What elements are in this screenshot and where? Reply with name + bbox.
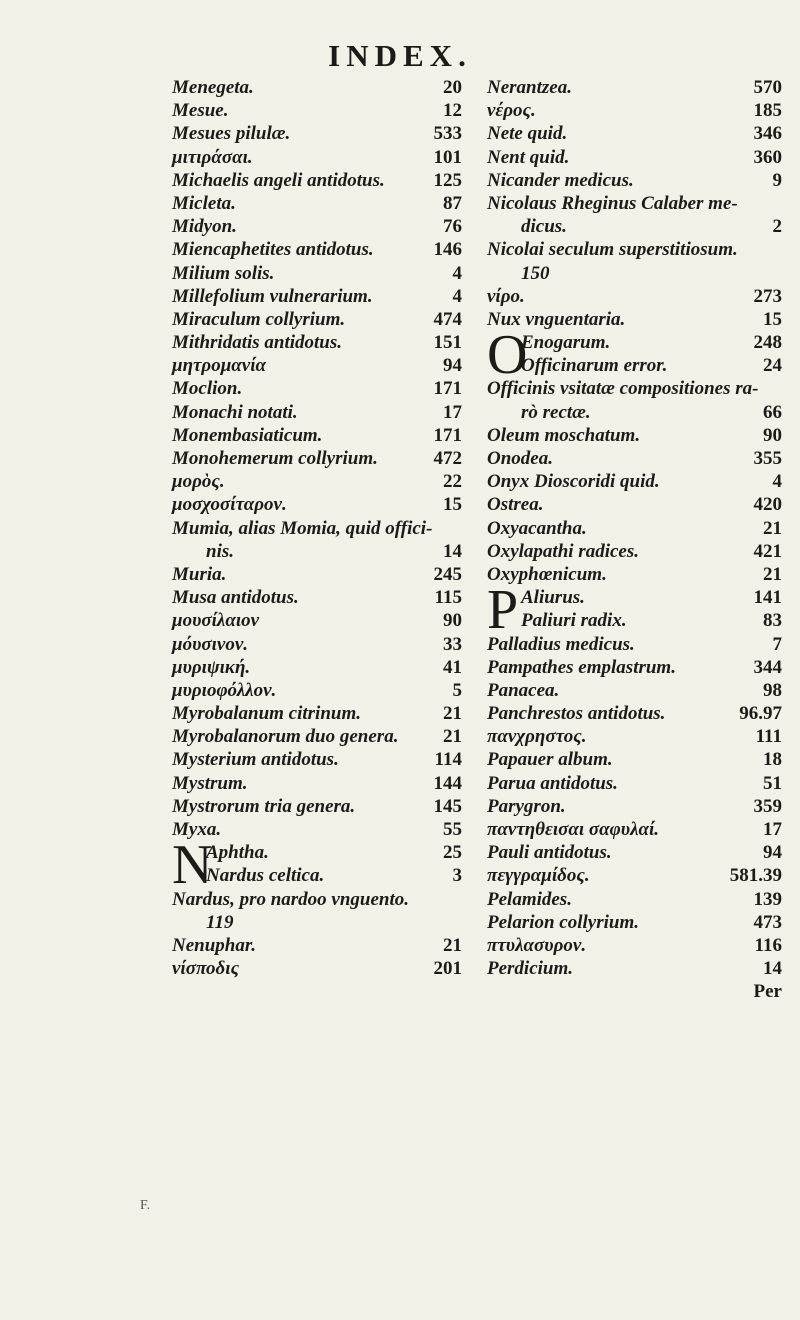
- entry-page-number: 14: [763, 958, 782, 980]
- entry-page-number: Per: [753, 981, 782, 1003]
- entry-term: Miraculum collyrium.: [172, 308, 346, 330]
- index-entry: [172, 285, 462, 308]
- entry-term: rò rectæ.: [521, 401, 591, 423]
- entry-term: Ostrea.: [487, 494, 544, 516]
- index-entry: [487, 146, 782, 169]
- index-entry: [172, 656, 462, 679]
- index-entry: [487, 772, 782, 795]
- index-entry: [487, 354, 782, 377]
- index-entry: [487, 911, 782, 934]
- entry-term: Milium solis.: [172, 262, 275, 284]
- index-entry: [487, 702, 782, 725]
- entry-page-number: 141: [753, 587, 782, 609]
- entry-term: Moclion.: [172, 378, 243, 400]
- index-entry: [172, 517, 462, 540]
- index-entry: [487, 679, 782, 702]
- index-entry: [172, 818, 462, 841]
- entry-term: Myrobalanorum duo genera.: [172, 726, 399, 748]
- entry-page-number: 473: [753, 911, 782, 933]
- entry-page-number: 21: [763, 517, 782, 539]
- index-entry: [487, 609, 782, 632]
- index-entry: [487, 725, 782, 748]
- entry-page-number: 4: [772, 471, 782, 493]
- entry-term: Monembasiaticum.: [172, 424, 323, 446]
- entry-page-number: 51: [763, 772, 782, 794]
- entry-term: Oxylapathi radices.: [487, 540, 639, 562]
- entry-page-number: 90: [443, 610, 462, 632]
- entry-page-number: 115: [434, 587, 462, 609]
- entry-term: πεγγραμίδος.: [487, 865, 590, 887]
- index-entry: [487, 633, 782, 656]
- index-entry: [487, 238, 782, 261]
- entry-term: Nardus celtica.: [206, 865, 325, 887]
- index-entry: [487, 563, 782, 586]
- index-entry: [172, 122, 462, 145]
- entry-page-number: 33: [443, 633, 462, 655]
- drop-capital: O: [487, 324, 528, 387]
- entry-term: Parua antidotus.: [487, 772, 618, 794]
- entry-page-number: 2: [772, 216, 782, 238]
- entry-term: παντηθεισαι σαφυλαί.: [487, 819, 660, 840]
- signature-mark: F.: [140, 1198, 151, 1213]
- entry-term: Monachi notati.: [172, 401, 298, 423]
- entry-term: Onyx Dioscoridi quid.: [487, 471, 660, 493]
- index-entry: [172, 563, 462, 586]
- entry-term: Menegeta.: [172, 77, 254, 98]
- index-column-left: [172, 76, 462, 980]
- entry-page-number: 146: [433, 239, 462, 261]
- entry-term: Millefolium vulnerarium.: [172, 285, 373, 307]
- index-entry: [172, 424, 462, 447]
- entry-page-number: 248: [753, 332, 782, 354]
- entry-term: Pampathes emplastrum.: [487, 656, 676, 678]
- index-entry: [487, 656, 782, 679]
- index-entry: [487, 493, 782, 516]
- entry-term: Mysterium antidotus.: [172, 749, 339, 771]
- entry-term: 119: [206, 911, 234, 933]
- entry-term: nis.: [206, 540, 234, 562]
- entry-term: Onodea.: [487, 448, 553, 469]
- entry-page-number: 346: [753, 123, 782, 145]
- entry-page-number: 101: [433, 146, 462, 168]
- entry-page-number: 421: [753, 540, 782, 562]
- entry-term: Myxa.: [172, 819, 222, 840]
- entry-page-number: 420: [753, 494, 782, 516]
- entry-term: Papauer album.: [487, 749, 613, 771]
- entry-page-number: 20: [443, 77, 462, 98]
- index-entry: [487, 841, 782, 864]
- entry-page-number: 359: [753, 795, 782, 817]
- entry-page-number: 21: [443, 726, 462, 748]
- index-entry: [487, 215, 782, 238]
- entry-page-number: 570: [753, 77, 782, 98]
- index-entry: [172, 725, 462, 748]
- index-entry: [172, 957, 462, 980]
- entry-term: Oleum moschatum.: [487, 424, 641, 446]
- entry-page-number: 171: [433, 378, 462, 400]
- entry-page-number: 17: [443, 401, 462, 423]
- entry-page-number: 14: [443, 540, 462, 562]
- entry-page-number: 144: [433, 772, 462, 794]
- entry-term: Mesue.: [172, 100, 229, 122]
- index-entry: [487, 192, 782, 215]
- index-entry: [172, 76, 462, 99]
- entry-term: νέρος.: [487, 100, 536, 122]
- entry-term: πτυλασυρον.: [487, 934, 587, 956]
- entry-term: μοσχοσίταρον.: [172, 494, 287, 516]
- index-entry: [172, 934, 462, 957]
- entry-page-number: 41: [443, 656, 462, 678]
- entry-page-number: 116: [754, 934, 782, 956]
- entry-term: Myrobalanum citrinum.: [172, 703, 361, 725]
- index-entry: [487, 424, 782, 447]
- entry-term: Pauli antidotus.: [487, 842, 612, 864]
- index-entry: [487, 169, 782, 192]
- entry-term: Nete quid.: [487, 123, 568, 145]
- entry-term: Musa antidotus.: [172, 587, 299, 609]
- index-entry: [172, 586, 462, 609]
- index-entry: [172, 401, 462, 424]
- entry-term: Mumia, alias Momia, quid offici-: [172, 517, 433, 539]
- entry-term: Parygron.: [487, 795, 566, 817]
- entry-term: dicus.: [521, 216, 567, 238]
- entry-term: Oxyacantha.: [487, 517, 587, 539]
- index-entry: [487, 308, 782, 331]
- entry-page-number: 474: [433, 308, 462, 330]
- entry-page-number: 185: [753, 100, 782, 122]
- entry-page-number: 94: [443, 355, 462, 377]
- entry-term: Oxyphœnicum.: [487, 563, 607, 585]
- entry-page-number: 4: [452, 285, 462, 307]
- index-entry: [172, 447, 462, 470]
- entry-page-number: 201: [433, 958, 462, 980]
- entry-term: Nerantzea.: [487, 77, 572, 98]
- index-entry: [487, 748, 782, 771]
- index-entry: [487, 888, 782, 911]
- entry-page-number: 472: [433, 448, 462, 469]
- entry-page-number: 66: [763, 401, 782, 423]
- index-entry: [487, 76, 782, 99]
- entry-page-number: 5: [452, 679, 462, 701]
- entry-term: Paliuri radix.: [521, 610, 627, 632]
- index-entry: [487, 401, 782, 424]
- entry-page-number: 55: [443, 819, 462, 840]
- entry-term: Midyon.: [172, 216, 237, 238]
- entry-page-number: 21: [763, 563, 782, 585]
- index-entry: [487, 818, 782, 841]
- entry-term: Officinis vsitatæ compositiones ra-: [487, 378, 759, 400]
- index-entry: [172, 493, 462, 516]
- index-entry: [172, 609, 462, 632]
- index-entry: [487, 262, 782, 285]
- index-entry: [487, 864, 782, 887]
- entry-page-number: 145: [433, 795, 462, 817]
- index-entry: [172, 702, 462, 725]
- entry-page-number: 83: [763, 610, 782, 632]
- entry-page-number: 533: [433, 123, 462, 145]
- index-entry: [172, 331, 462, 354]
- entry-page-number: 87: [443, 192, 462, 214]
- entry-term: Mystrorum tria genera.: [172, 795, 356, 817]
- entry-page-number: 21: [443, 703, 462, 725]
- entry-term: Nux vnguentaria.: [487, 308, 626, 330]
- index-entry: [172, 864, 462, 887]
- entry-term: Panacea.: [487, 679, 560, 701]
- index-entry: [172, 470, 462, 493]
- entry-term: μορὸς.: [172, 471, 225, 493]
- entry-term: μυριοφόλλον.: [172, 679, 277, 701]
- page-header: INDEX.: [328, 38, 472, 73]
- entry-page-number: 139: [753, 888, 782, 910]
- index-entry: [172, 377, 462, 400]
- entry-page-number: 15: [763, 308, 782, 330]
- index-entry: [487, 795, 782, 818]
- entry-page-number: 76: [443, 216, 462, 238]
- index-entry: [487, 285, 782, 308]
- index-entry: [172, 308, 462, 331]
- entry-term: 150: [521, 262, 550, 284]
- entry-term: νίσποδις: [172, 958, 240, 980]
- entry-term: μουσίλαιον: [172, 610, 260, 632]
- index-entry: [172, 238, 462, 261]
- index-entry: [487, 99, 782, 122]
- entry-term: Nenuphar.: [172, 934, 256, 956]
- index-entry: [172, 354, 462, 377]
- entry-term: μυριψική.: [172, 656, 251, 678]
- entry-page-number: 7: [772, 633, 782, 655]
- entry-page-number: 4: [452, 262, 462, 284]
- entry-page-number: 151: [433, 332, 462, 354]
- entry-page-number: 245: [433, 563, 462, 585]
- entry-term: Mesues pilulæ.: [172, 123, 291, 145]
- entry-term: πανχρηστος.: [487, 726, 587, 748]
- entry-page-number: 171: [433, 424, 462, 446]
- entry-page-number: 90: [763, 424, 782, 446]
- entry-term: μόυσινον.: [172, 633, 249, 655]
- entry-term: Monohemerum collyrium.: [172, 448, 378, 469]
- entry-page-number: 9: [772, 169, 782, 191]
- entry-page-number: 22: [443, 471, 462, 493]
- entry-term: Nicolaus Rheginus Calaber me-: [487, 192, 738, 214]
- entry-term: Mithridatis antidotus.: [172, 332, 343, 354]
- entry-term: Mystrum.: [172, 772, 248, 794]
- entry-term: Micleta.: [172, 192, 236, 214]
- entry-term: νίρο.: [487, 285, 525, 307]
- entry-page-number: 25: [443, 842, 462, 864]
- entry-term: Michaelis angeli antidotus.: [172, 169, 385, 191]
- entry-term: Nardus, pro nardoo vnguento.: [172, 888, 410, 910]
- entry-term: Panchrestos antidotus.: [487, 703, 666, 725]
- entry-term: Pelarion collyrium.: [487, 911, 639, 933]
- entry-term: μητρομανία: [172, 355, 267, 377]
- index-entry: [487, 540, 782, 563]
- index-column-right: [487, 76, 782, 1004]
- entry-page-number: 94: [763, 842, 782, 864]
- index-entry: [172, 99, 462, 122]
- entry-term: Perdicium.: [487, 958, 574, 980]
- entry-page-number: 24: [763, 355, 782, 377]
- index-entry: [487, 470, 782, 493]
- entry-page-number: 114: [434, 749, 462, 771]
- index-entry: [172, 772, 462, 795]
- entry-page-number: 12: [443, 100, 462, 122]
- entry-term: Palladius medicus.: [487, 633, 635, 655]
- entry-page-number: 355: [753, 448, 782, 469]
- index-entry: [172, 169, 462, 192]
- entry-term: Enogarum.: [521, 332, 611, 354]
- index-entry: [487, 957, 782, 980]
- entry-page-number: 98: [763, 679, 782, 701]
- index-entry: [172, 146, 462, 169]
- index-entry: [172, 748, 462, 771]
- entry-term: Aliurus.: [521, 587, 585, 609]
- drop-capital: P: [487, 579, 519, 642]
- entry-term: Miencaphetites antidotus.: [172, 239, 374, 261]
- drop-capital: N: [172, 834, 213, 897]
- index-entry: [487, 934, 782, 957]
- index-entry: [172, 540, 462, 563]
- entry-page-number: 15: [443, 494, 462, 516]
- index-entry: [487, 122, 782, 145]
- index-entry: [172, 795, 462, 818]
- index-entry: [172, 192, 462, 215]
- index-entry: [487, 447, 782, 470]
- entry-page-number: 3: [452, 865, 462, 887]
- entry-page-number: 111: [755, 726, 782, 748]
- index-entry: [172, 679, 462, 702]
- entry-page-number: 581.39: [729, 865, 782, 887]
- entry-page-number: 125: [433, 169, 462, 191]
- entry-page-number: 344: [753, 656, 782, 678]
- entry-page-number: 96.97: [739, 703, 782, 725]
- index-entry: [487, 377, 782, 400]
- entry-page-number: 17: [763, 819, 782, 840]
- index-entry: [487, 517, 782, 540]
- entry-term: Muria.: [172, 563, 227, 585]
- entry-term: Nent quid.: [487, 146, 570, 168]
- entry-term: Officinarum error.: [521, 355, 668, 377]
- entry-term: Aphtha.: [206, 842, 269, 864]
- entry-term: Nicander medicus.: [487, 169, 634, 191]
- index-entry: [172, 262, 462, 285]
- index-entry: [172, 911, 462, 934]
- index-entry: [487, 980, 782, 1003]
- entry-term: Nicolai seculum superstitiosum.: [487, 239, 738, 261]
- entry-page-number: 21: [443, 934, 462, 956]
- index-entry: [172, 888, 462, 911]
- index-entry: [172, 215, 462, 238]
- entry-page-number: 18: [763, 749, 782, 771]
- entry-term: Pelamides.: [487, 888, 572, 910]
- entry-page-number: 360: [753, 146, 782, 168]
- entry-page-number: 273: [753, 285, 782, 307]
- index-entry: [172, 633, 462, 656]
- entry-term: μιτιράσαι.: [172, 146, 253, 168]
